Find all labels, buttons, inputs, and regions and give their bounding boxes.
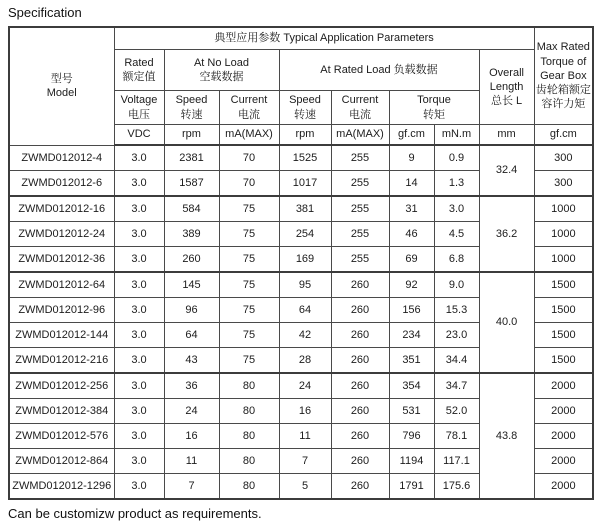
torque-gfcm-cell: 531 — [389, 399, 434, 424]
rated-header-en: Rated — [124, 56, 154, 69]
torque-mnm-cell: 4.5 — [434, 222, 479, 247]
voltage-cell: 3.0 — [114, 298, 164, 323]
model-cell: ZWMD012012-384 — [9, 399, 114, 424]
voltage-cell: 3.0 — [114, 373, 164, 399]
voltage-cell: 3.0 — [114, 247, 164, 273]
model-header-en: Model — [46, 87, 77, 100]
no-load-speed-cell: 16 — [164, 424, 219, 449]
rated-current-cell: 255 — [331, 222, 389, 247]
overall-length-cell: 32.4 — [479, 145, 534, 196]
gearbox-torque-cell: 2000 — [534, 449, 593, 474]
rated-speed-cell: 24 — [279, 373, 331, 399]
torque-mnm-cell: 0.9 — [434, 145, 479, 171]
rated-current-cell: 260 — [331, 474, 389, 500]
gearbox-torque-cell: 1000 — [534, 247, 593, 273]
model-cell: ZWMD012012-216 — [9, 348, 114, 374]
torque-mnm-cell: 175.6 — [434, 474, 479, 500]
gearbox-torque-cell: 1000 — [534, 222, 593, 247]
no-load-header-en: At No Load — [193, 56, 250, 69]
torque-gfcm-cell: 9 — [389, 145, 434, 171]
torque-gfcm-cell: 234 — [389, 323, 434, 348]
gearbox-torque-cell: 2000 — [534, 373, 593, 399]
unit-torque-mnm: mN.m — [434, 125, 479, 146]
torque-gfcm-cell: 1791 — [389, 474, 434, 500]
current-header-en: Current — [230, 94, 268, 107]
model-cell: ZWMD012012-36 — [9, 247, 114, 273]
gearbox-torque-cell: 300 — [534, 171, 593, 197]
torque-gfcm-cell: 796 — [389, 424, 434, 449]
rated-current-cell: 255 — [331, 171, 389, 197]
torque-gfcm-cell: 354 — [389, 373, 434, 399]
torque-header-zh: 转矩 — [423, 108, 445, 121]
gearbox-torque-cell: 1500 — [534, 323, 593, 348]
unit-gearbox-gfcm: gf.cm — [534, 125, 593, 146]
overall-length-line3: 总长 L — [490, 95, 523, 108]
no-load-current-cell: 75 — [219, 323, 279, 348]
speed-header-en: Speed — [175, 94, 208, 107]
torque-mnm-cell: 23.0 — [434, 323, 479, 348]
rated-current-cell: 255 — [331, 145, 389, 171]
no-load-speed-header — [164, 91, 219, 125]
rated-speed-cell: 64 — [279, 298, 331, 323]
no-load-speed-cell: 584 — [164, 196, 219, 222]
unit-rated-speed: rpm — [279, 125, 331, 146]
table-row — [9, 373, 593, 399]
no-load-speed-cell: 64 — [164, 323, 219, 348]
table-row — [9, 196, 593, 222]
rated-speed-cell: 28 — [279, 348, 331, 374]
max-torque-line4: 齿轮箱额定 — [535, 84, 591, 97]
no-load-speed-cell: 7 — [164, 474, 219, 500]
rated-current-cell: 260 — [331, 348, 389, 374]
no-load-speed-cell: 145 — [164, 272, 219, 298]
torque-gfcm-cell: 46 — [389, 222, 434, 247]
rated-current-cell: 260 — [331, 298, 389, 323]
torque-mnm-cell: 34.7 — [434, 373, 479, 399]
current-header-zh: 电流 — [238, 108, 260, 121]
rated-current-cell: 260 — [331, 399, 389, 424]
no-load-current-cell: 70 — [219, 145, 279, 171]
voltage-cell: 3.0 — [114, 424, 164, 449]
torque-header — [389, 91, 479, 125]
gearbox-torque-cell: 2000 — [534, 474, 593, 500]
rated-speed-cell: 42 — [279, 323, 331, 348]
rated-current-cell: 260 — [331, 272, 389, 298]
torque-mnm-cell: 9.0 — [434, 272, 479, 298]
rated-speed-cell: 169 — [279, 247, 331, 273]
model-cell: ZWMD012012-24 — [9, 222, 114, 247]
overall-length-cell: 40.0 — [479, 272, 534, 373]
model-cell: ZWMD012012-1296 — [9, 474, 114, 500]
voltage-cell: 3.0 — [114, 222, 164, 247]
torque-mnm-cell: 52.0 — [434, 399, 479, 424]
speed-header-en: Speed — [289, 94, 321, 107]
model-column-header — [9, 27, 114, 145]
unit-no-load-speed: rpm — [164, 125, 219, 146]
rated-speed-cell: 254 — [279, 222, 331, 247]
table-row — [9, 272, 593, 298]
rated-header-zh: 额定值 — [122, 71, 156, 83]
rated-speed-cell: 5 — [279, 474, 331, 500]
no-load-current-cell: 75 — [219, 272, 279, 298]
no-load-speed-cell: 43 — [164, 348, 219, 374]
voltage-header-zh: 电压 — [128, 108, 150, 121]
torque-mnm-cell: 3.0 — [434, 196, 479, 222]
typical-application-parameters-header: 典型应用参数 Typical Application Parameters — [114, 27, 534, 50]
max-torque-line3: Gear Box — [540, 69, 587, 82]
no-load-current-cell: 80 — [219, 474, 279, 500]
no-load-speed-cell: 1587 — [164, 171, 219, 197]
gearbox-torque-cell: 1000 — [534, 196, 593, 222]
rated-speed-cell: 381 — [279, 196, 331, 222]
model-cell: ZWMD012012-256 — [9, 373, 114, 399]
unit-voltage: VDC — [114, 125, 164, 146]
rated-load-group-header: At Rated Load 负载数据 — [279, 50, 479, 91]
rated-speed-cell: 1525 — [279, 145, 331, 171]
gearbox-torque-cell: 1500 — [534, 348, 593, 374]
torque-mnm-cell: 6.8 — [434, 247, 479, 273]
voltage-header-en: Voltage — [120, 94, 158, 107]
model-cell: ZWMD012012-6 — [9, 171, 114, 197]
gearbox-torque-cell: 2000 — [534, 399, 593, 424]
no-load-speed-cell: 96 — [164, 298, 219, 323]
overall-length-line1: Overall — [489, 66, 524, 79]
rated-speed-cell: 95 — [279, 272, 331, 298]
no-load-current-cell: 80 — [219, 399, 279, 424]
model-cell: ZWMD012012-96 — [9, 298, 114, 323]
speed-header-zh: 转速 — [294, 108, 316, 121]
no-load-speed-cell: 2381 — [164, 145, 219, 171]
no-load-current-cell: 80 — [219, 424, 279, 449]
voltage-cell: 3.0 — [114, 348, 164, 374]
max-rated-torque-header — [534, 27, 593, 125]
gearbox-torque-cell: 1500 — [534, 272, 593, 298]
no-load-current-header — [219, 91, 279, 125]
model-cell: ZWMD012012-576 — [9, 424, 114, 449]
torque-mnm-cell: 1.3 — [434, 171, 479, 197]
rated-speed-cell: 1017 — [279, 171, 331, 197]
model-cell: ZWMD012012-4 — [9, 145, 114, 171]
rated-current-cell: 255 — [331, 247, 389, 273]
no-load-current-cell: 75 — [219, 247, 279, 273]
rated-current-cell: 260 — [331, 323, 389, 348]
voltage-cell: 3.0 — [114, 474, 164, 500]
table-row — [9, 145, 593, 171]
voltage-header — [114, 91, 164, 125]
rated-load-speed-header — [279, 91, 331, 125]
no-load-speed-cell: 389 — [164, 222, 219, 247]
gearbox-torque-cell: 300 — [534, 145, 593, 171]
overall-length-line2: Length — [489, 80, 524, 93]
rated-current-cell: 260 — [331, 424, 389, 449]
voltage-cell: 3.0 — [114, 196, 164, 222]
unit-rated-current: mA(MAX) — [331, 125, 389, 146]
gearbox-torque-cell: 1500 — [534, 298, 593, 323]
page-title: Specification — [8, 5, 82, 20]
torque-gfcm-cell: 351 — [389, 348, 434, 374]
torque-gfcm-cell: 92 — [389, 272, 434, 298]
no-load-current-cell: 80 — [219, 449, 279, 474]
overall-length-cell: 36.2 — [479, 196, 534, 272]
rated-current-cell: 260 — [331, 449, 389, 474]
max-torque-line2: Torque of — [540, 55, 587, 68]
specification-table — [8, 26, 594, 500]
voltage-cell: 3.0 — [114, 145, 164, 171]
no-load-current-cell: 75 — [219, 348, 279, 374]
no-load-current-cell: 75 — [219, 196, 279, 222]
voltage-cell: 3.0 — [114, 449, 164, 474]
torque-gfcm-cell: 156 — [389, 298, 434, 323]
torque-mnm-cell: 34.4 — [434, 348, 479, 374]
max-torque-line1: Max Rated — [536, 41, 590, 54]
no-load-group-header — [164, 50, 279, 91]
header-row-title — [9, 27, 593, 50]
rated-load-current-header — [331, 91, 389, 125]
model-cell: ZWMD012012-16 — [9, 196, 114, 222]
no-load-current-cell: 80 — [219, 373, 279, 399]
model-cell: ZWMD012012-144 — [9, 323, 114, 348]
torque-gfcm-cell: 69 — [389, 247, 434, 273]
torque-gfcm-cell: 1194 — [389, 449, 434, 474]
rated-current-cell: 260 — [331, 373, 389, 399]
gearbox-torque-cell: 2000 — [534, 424, 593, 449]
torque-mnm-cell: 15.3 — [434, 298, 479, 323]
torque-header-en: Torque — [417, 94, 451, 107]
speed-header-zh: 转速 — [180, 108, 203, 121]
max-torque-line5: 容许力矩 — [541, 98, 586, 111]
model-cell: ZWMD012012-64 — [9, 272, 114, 298]
no-load-speed-cell: 24 — [164, 399, 219, 424]
rated-current-cell: 255 — [331, 196, 389, 222]
voltage-cell: 3.0 — [114, 171, 164, 197]
torque-mnm-cell: 78.1 — [434, 424, 479, 449]
no-load-header-zh: 空载数据 — [199, 71, 244, 83]
no-load-speed-cell: 11 — [164, 449, 219, 474]
torque-mnm-cell: 117.1 — [434, 449, 479, 474]
unit-torque-gfcm: gf.cm — [389, 125, 434, 146]
model-cell: ZWMD012012-864 — [9, 449, 114, 474]
rated-speed-cell: 11 — [279, 424, 331, 449]
voltage-cell: 3.0 — [114, 399, 164, 424]
no-load-speed-cell: 260 — [164, 247, 219, 273]
customization-note: Can be customizw product as requirements. — [8, 506, 262, 521]
no-load-current-cell: 75 — [219, 222, 279, 247]
voltage-cell: 3.0 — [114, 323, 164, 348]
rated-group-header — [114, 50, 164, 91]
voltage-cell: 3.0 — [114, 272, 164, 298]
no-load-current-cell: 75 — [219, 298, 279, 323]
unit-no-load-current: mA(MAX) — [219, 125, 279, 146]
no-load-current-cell: 70 — [219, 171, 279, 197]
overall-length-header — [479, 50, 534, 125]
current-header-zh: 电流 — [349, 108, 371, 121]
current-header-en: Current — [341, 94, 379, 107]
unit-length-mm: mm — [479, 125, 534, 146]
overall-length-cell: 43.8 — [479, 373, 534, 499]
torque-gfcm-cell: 31 — [389, 196, 434, 222]
rated-speed-cell: 16 — [279, 399, 331, 424]
no-load-speed-cell: 36 — [164, 373, 219, 399]
torque-gfcm-cell: 14 — [389, 171, 434, 197]
rated-speed-cell: 7 — [279, 449, 331, 474]
model-header-zh: 型号 — [50, 72, 73, 85]
